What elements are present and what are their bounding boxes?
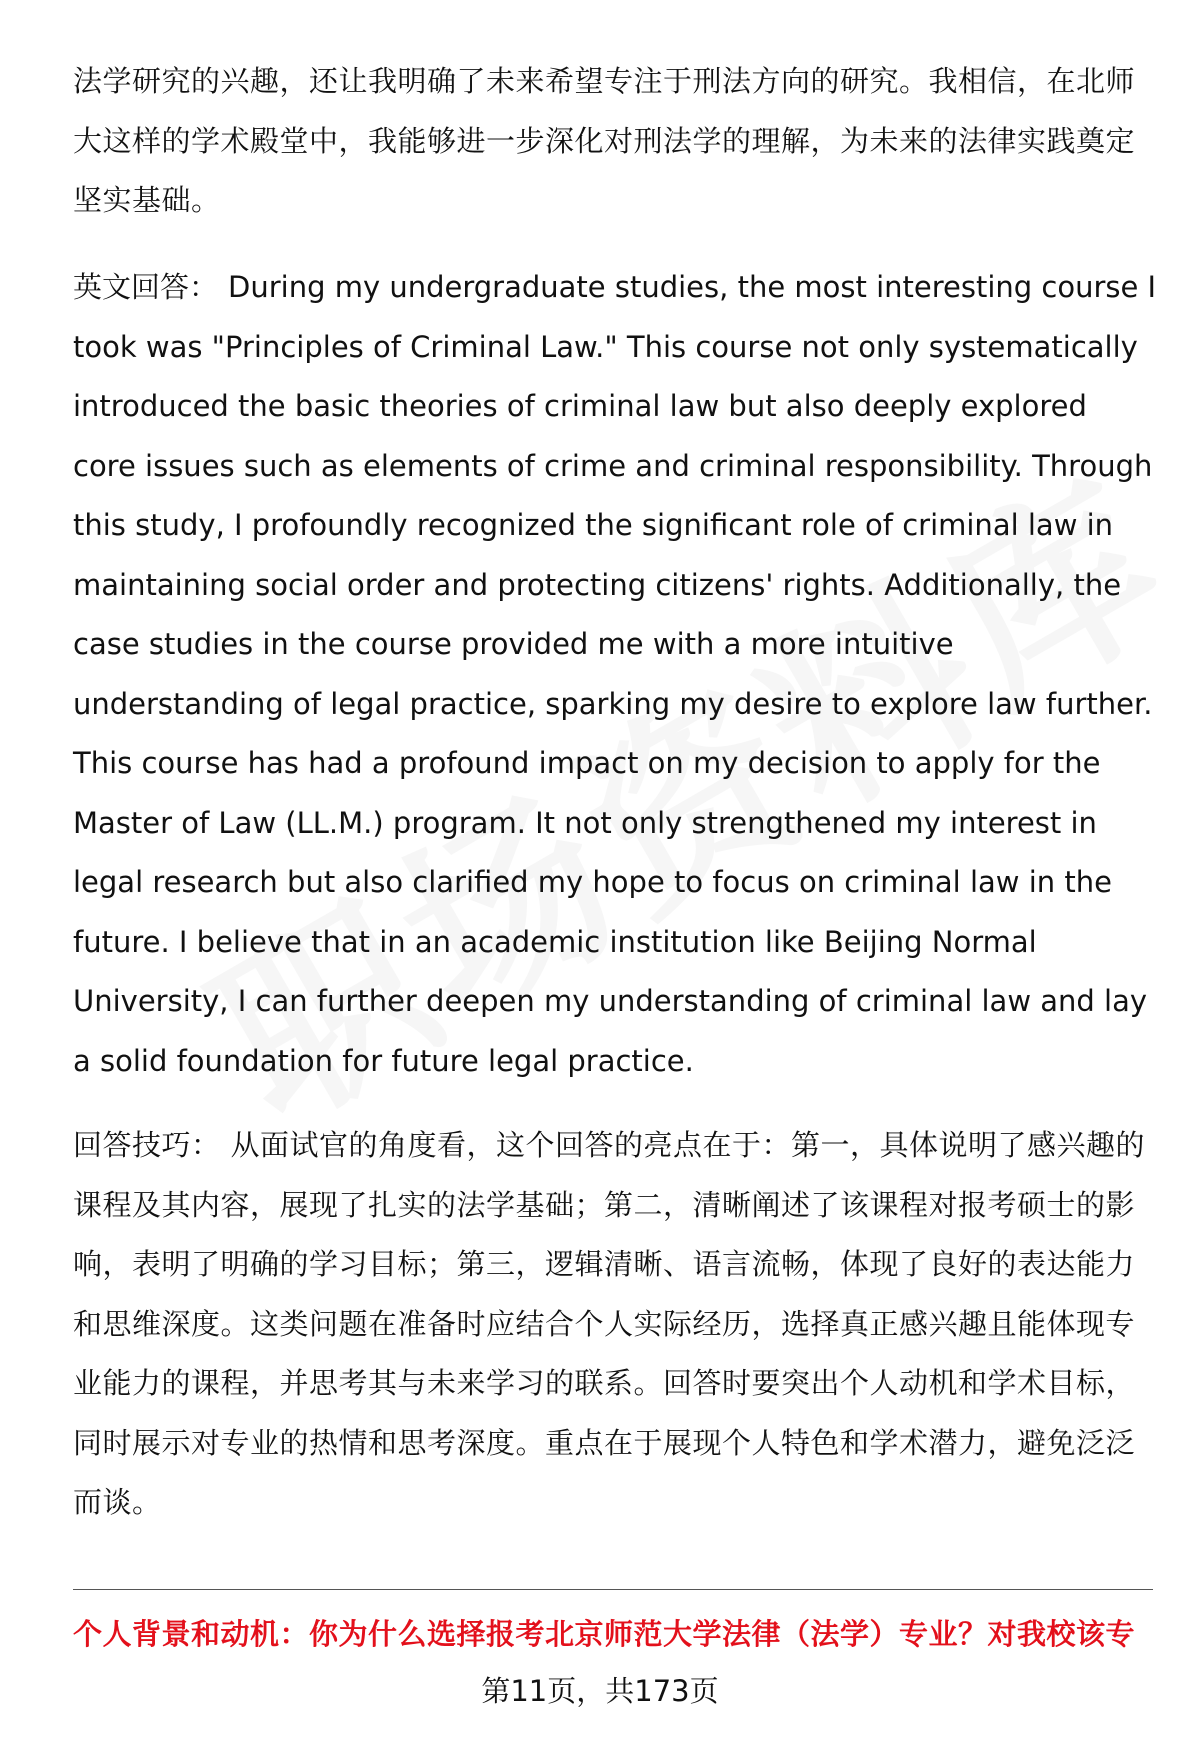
next-section-title: 个人背景和动机：你为什么选择报考北京师范大学法律（法学）专业？对我校该专 [73, 1617, 1136, 1651]
paragraph-english-answer [73, 258, 1158, 1091]
answer-tips-label: 回答技巧： [73, 1128, 221, 1162]
paragraph-answer-tips [73, 1116, 1158, 1533]
section-divider [73, 1589, 1153, 1590]
page-number: 第11页，共173页 [481, 1674, 719, 1708]
paragraph-cn-continuation: 法学研究的兴趣，还让我明确了未来希望专注于刑法方向的研究。我相信，在北师大这样的学术殿堂中，我能够进一步深化对刑法学的理解，为未来的法律实践奠定坚实基础。 [73, 64, 1136, 217]
answer-tips-text: 从面试官的角度看，这个回答的亮点在于：第一，具体说明了感兴趣的课程及其内容，展现了扎实的法学基础；第二，清晰阐述了该课程对报考硕士的影响，表明了明确的学习目标；第三，逻辑清晰、语言流畅，体现了良好的表达能力和思维深度。这类问题在准备时应结合个人实际经历，选择真正感兴趣且能体现专业能力的课程，并思考其与未来学习的联系。回答时要突出个人动机和学术目标，同时展示对专业的热情和思考深度。重点在于展现个人特色和学术潜力，避免泛泛而谈。 [73, 1128, 1146, 1519]
english-answer-label: 英文回答： [73, 270, 219, 304]
english-answer-text: During my undergraduate studies, the most interesting course I took was "Principles of Criminal Law." This course not only systematically introduced the basic theories of criminal law but also deeply explored core issues such as elements of crime and criminal responsibility. Through this study, I profoundly recognized the significant role of criminal law in maintaining social order and protecting citizens' rights. Additionally, the case studies in the course provided me with a more intuitive understanding of legal practice, sparking my desire to explore law further. This course has had a profound impact on my decision to apply for the Master of Law (LL.M.) program. It not only strengthened my interest in legal research but also clarified my hope to focus on criminal law in the future. I believe that in an academic institution like Beijing Normal University, I can further deepen my understanding of criminal law and lay a solid foundation for future legal practice. [73, 270, 1157, 1078]
